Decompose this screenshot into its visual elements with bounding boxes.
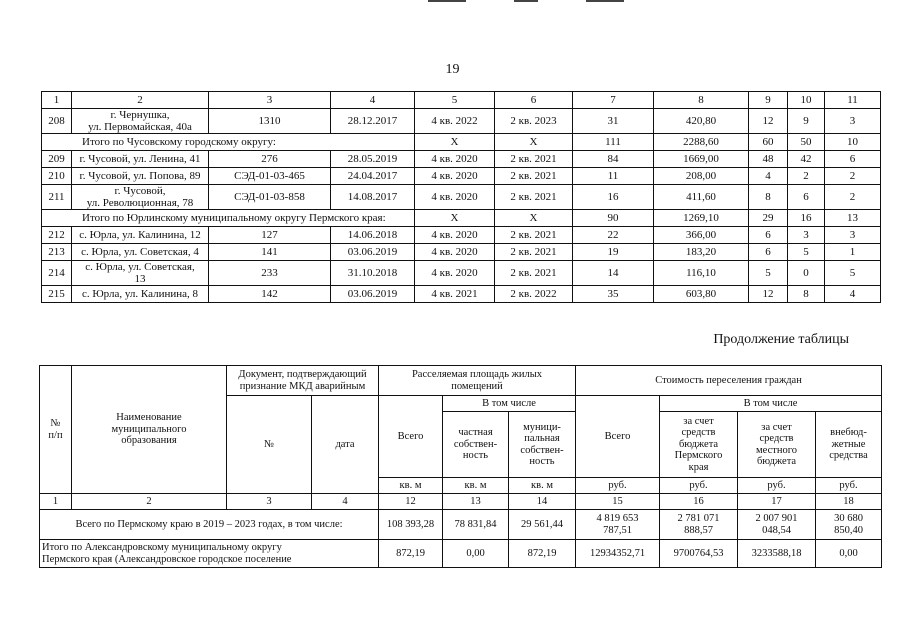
- unit-cell: кв. м: [443, 478, 509, 494]
- table-cell: 4 кв. 2020: [415, 151, 495, 168]
- unit-cell: кв. м: [509, 478, 576, 494]
- table-cell: 4 кв. 2020: [415, 244, 495, 261]
- unit-cell: кв. м: [379, 478, 443, 494]
- table-cell: 8: [788, 286, 825, 303]
- column-number: 4: [331, 92, 415, 109]
- table-row: [42, 286, 881, 303]
- header-cost-regional: за счет средств бюджета Пермского края: [660, 412, 738, 478]
- table-cell: 31.10.2018: [331, 261, 415, 286]
- column-number: 5: [415, 92, 495, 109]
- table-cell: 366,00: [654, 227, 749, 244]
- header-cost-total: Всего: [576, 396, 660, 478]
- table-cell: 211: [42, 185, 72, 210]
- subtotal-row: [42, 134, 881, 151]
- column-number: 12: [379, 494, 443, 510]
- table-cell: 209: [42, 151, 72, 168]
- table-cell: 1269,10: [654, 210, 749, 227]
- table-cell: 1: [825, 244, 881, 261]
- table-cell: 3: [825, 227, 881, 244]
- table-cell: 213: [42, 244, 72, 261]
- column-numbers-row: [42, 92, 881, 109]
- column-number: 17: [738, 494, 816, 510]
- table-cell: 2 кв. 2023: [495, 109, 573, 134]
- total-cell: 872,19: [509, 540, 576, 568]
- table-cell: г. Чусовой, ул. Попова, 89: [72, 168, 209, 185]
- total-row: [40, 540, 882, 568]
- table-cell: 10: [825, 134, 881, 151]
- total-cell: 4 819 653 787,51: [576, 510, 660, 540]
- table-cell: 4 кв. 2021: [415, 286, 495, 303]
- subtotal-label: Итого по Чусовскому городскому округу:: [42, 134, 415, 151]
- table-cell: 4 кв. 2020: [415, 261, 495, 286]
- total-cell: 2 007 901 048,54: [738, 510, 816, 540]
- table-cell: 212: [42, 227, 72, 244]
- header-area: Расселяемая площадь жилых помещений: [379, 366, 576, 396]
- column-number: 2: [72, 92, 209, 109]
- table-cell: 2 кв. 2021: [495, 151, 573, 168]
- table-row: [42, 261, 881, 286]
- header-cost: Стоимость переселения граждан: [576, 366, 882, 396]
- table-cell: 8: [749, 185, 788, 210]
- table-row: [42, 227, 881, 244]
- column-number: 7: [573, 92, 654, 109]
- table-cell: 1310: [209, 109, 331, 134]
- table-cell: 233: [209, 261, 331, 286]
- header-area-including: В том числе: [443, 396, 576, 412]
- relocation-table-part2: [39, 365, 882, 568]
- header-document: Документ, подтверждающий признание МКД аварийным: [227, 366, 379, 396]
- column-number: 14: [509, 494, 576, 510]
- table-cell: 19: [573, 244, 654, 261]
- column-number: 4: [312, 494, 379, 510]
- total-row: [40, 510, 882, 540]
- table-cell: 116,10: [654, 261, 749, 286]
- table-cell: 22: [573, 227, 654, 244]
- header-cost-including: В том числе: [660, 396, 882, 412]
- table-cell: 208,00: [654, 168, 749, 185]
- table-cell: 127: [209, 227, 331, 244]
- table-cell: 2 кв. 2021: [495, 261, 573, 286]
- table-cell: 84: [573, 151, 654, 168]
- total-cell: 30 680 850,40: [816, 510, 882, 540]
- table-cell: 2 кв. 2021: [495, 185, 573, 210]
- table-cell: 6: [749, 227, 788, 244]
- table-cell: 60: [749, 134, 788, 151]
- subtotal-row: [42, 210, 881, 227]
- continuation-label: Продолжение таблицы: [713, 332, 849, 347]
- table-cell: 14: [573, 261, 654, 286]
- table-cell: 210: [42, 168, 72, 185]
- total-label: Итого по Александровскому муниципальному округу Пермского края (Александровское городское поселение: [40, 540, 379, 568]
- table-cell: 1669,00: [654, 151, 749, 168]
- relocation-table-part1: [41, 91, 881, 303]
- table-cell: 90: [573, 210, 654, 227]
- table-cell: г. Чусовой, ул. Революционная, 78: [72, 185, 209, 210]
- column-number: 9: [749, 92, 788, 109]
- unit-cell: руб.: [660, 478, 738, 494]
- column-number: 16: [660, 494, 738, 510]
- table-cell: 03.06.2019: [331, 244, 415, 261]
- header-cost-extrabudget: внебюд- жетные средства: [816, 412, 882, 478]
- table-cell: с. Юрла, ул. Калинина, 8: [72, 286, 209, 303]
- table-cell: 5: [788, 244, 825, 261]
- table-cell: 24.04.2017: [331, 168, 415, 185]
- table-row: [42, 151, 881, 168]
- table-cell: 29: [749, 210, 788, 227]
- total-cell: 29 561,44: [509, 510, 576, 540]
- table-cell: Х: [495, 134, 573, 151]
- table-cell: 4 кв. 2020: [415, 185, 495, 210]
- table-cell: 4 кв. 2022: [415, 109, 495, 134]
- table-cell: 2288,60: [654, 134, 749, 151]
- table-cell: 11: [573, 168, 654, 185]
- table-cell: 6: [825, 151, 881, 168]
- table-cell: 2 кв. 2021: [495, 168, 573, 185]
- table-cell: СЭД-01-03-858: [209, 185, 331, 210]
- header-area-municipal: муници- пальная собствен- ность: [509, 412, 576, 478]
- table-cell: с. Юрла, ул. Советская, 4: [72, 244, 209, 261]
- scan-top-marks: [420, 0, 660, 4]
- column-number: 3: [227, 494, 312, 510]
- table-row: [42, 168, 881, 185]
- table-cell: Х: [495, 210, 573, 227]
- table-cell: 35: [573, 286, 654, 303]
- table-cell: 142: [209, 286, 331, 303]
- total-cell: 3233588,18: [738, 540, 816, 568]
- table-cell: 2 кв. 2021: [495, 244, 573, 261]
- total-cell: 2 781 071 888,57: [660, 510, 738, 540]
- table-cell: 2: [825, 168, 881, 185]
- table-cell: 9: [788, 109, 825, 134]
- column-number: 8: [654, 92, 749, 109]
- total-cell: 108 393,28: [379, 510, 443, 540]
- column-numbers-row: [40, 494, 882, 510]
- table-cell: г. Чусовой, ул. Ленина, 41: [72, 151, 209, 168]
- column-number: 18: [816, 494, 882, 510]
- table-cell: 16: [788, 210, 825, 227]
- table-cell: 16: [573, 185, 654, 210]
- table-cell: 214: [42, 261, 72, 286]
- table-cell: 5: [749, 261, 788, 286]
- column-number: 3: [209, 92, 331, 109]
- table-cell: 4: [749, 168, 788, 185]
- table-cell: 12: [749, 109, 788, 134]
- table-cell: 183,20: [654, 244, 749, 261]
- table-cell: СЭД-01-03-465: [209, 168, 331, 185]
- table-cell: 2 кв. 2021: [495, 227, 573, 244]
- table-row: [42, 244, 881, 261]
- unit-cell: руб.: [816, 478, 882, 494]
- column-number: 15: [576, 494, 660, 510]
- table-cell: 13: [825, 210, 881, 227]
- subtotal-label: Итого по Юрлинскому муниципальному округу Пермского края:: [42, 210, 415, 227]
- total-cell: 0,00: [816, 540, 882, 568]
- page-number: 19: [445, 62, 460, 77]
- table-cell: 276: [209, 151, 331, 168]
- table-cell: 14.08.2017: [331, 185, 415, 210]
- table-cell: с. Юрла, ул. Калинина, 12: [72, 227, 209, 244]
- table-cell: 14.06.2018: [331, 227, 415, 244]
- header-area-private: частная собствен- ность: [443, 412, 509, 478]
- column-number: 2: [72, 494, 227, 510]
- header-municipality: Наименование муниципального образования: [72, 366, 227, 494]
- table-cell: 2 кв. 2022: [495, 286, 573, 303]
- header-doc-date: дата: [312, 396, 379, 494]
- header-area-total: Всего: [379, 396, 443, 478]
- table-cell: 28.12.2017: [331, 109, 415, 134]
- total-cell: 872,19: [379, 540, 443, 568]
- table-cell: 111: [573, 134, 654, 151]
- total-label: Всего по Пермскому краю в 2019 – 2023 годах, в том числе:: [40, 510, 379, 540]
- table-cell: 3: [788, 227, 825, 244]
- table-cell: 208: [42, 109, 72, 134]
- table-cell: 5: [825, 261, 881, 286]
- table-cell: 50: [788, 134, 825, 151]
- column-number: 1: [40, 494, 72, 510]
- unit-cell: руб.: [576, 478, 660, 494]
- total-cell: 78 831,84: [443, 510, 509, 540]
- table-cell: 4 кв. 2020: [415, 227, 495, 244]
- table-row: [42, 185, 881, 210]
- table-cell: с. Юрла, ул. Советская, 13: [72, 261, 209, 286]
- table-cell: 0: [788, 261, 825, 286]
- table-cell: 3: [825, 109, 881, 134]
- column-number: 11: [825, 92, 881, 109]
- column-number: 13: [443, 494, 509, 510]
- total-cell: 9700764,53: [660, 540, 738, 568]
- header-cost-local: за счет средств местного бюджета: [738, 412, 816, 478]
- total-cell: 12934352,71: [576, 540, 660, 568]
- table-cell: 12: [749, 286, 788, 303]
- table-cell: 2: [788, 168, 825, 185]
- column-number: 10: [788, 92, 825, 109]
- column-number: 6: [495, 92, 573, 109]
- header-doc-number: №: [227, 396, 312, 494]
- table-row: [42, 109, 881, 134]
- table-cell: 31: [573, 109, 654, 134]
- unit-cell: руб.: [738, 478, 816, 494]
- total-cell: 0,00: [443, 540, 509, 568]
- table-cell: 215: [42, 286, 72, 303]
- table-cell: 2: [825, 185, 881, 210]
- table-cell: Х: [415, 210, 495, 227]
- table-cell: 141: [209, 244, 331, 261]
- header-row-number: № п/п: [40, 366, 72, 494]
- table-cell: 411,60: [654, 185, 749, 210]
- table-cell: 603,80: [654, 286, 749, 303]
- table-cell: г. Чернушка, ул. Первомайская, 40а: [72, 109, 209, 134]
- table-cell: 4: [825, 286, 881, 303]
- table-cell: 420,80: [654, 109, 749, 134]
- table-cell: 4 кв. 2020: [415, 168, 495, 185]
- table-cell: 6: [788, 185, 825, 210]
- table-cell: 48: [749, 151, 788, 168]
- table-cell: 03.06.2019: [331, 286, 415, 303]
- table-cell: 6: [749, 244, 788, 261]
- table-cell: 42: [788, 151, 825, 168]
- column-number: 1: [42, 92, 72, 109]
- table-cell: Х: [415, 134, 495, 151]
- table-cell: 28.05.2019: [331, 151, 415, 168]
